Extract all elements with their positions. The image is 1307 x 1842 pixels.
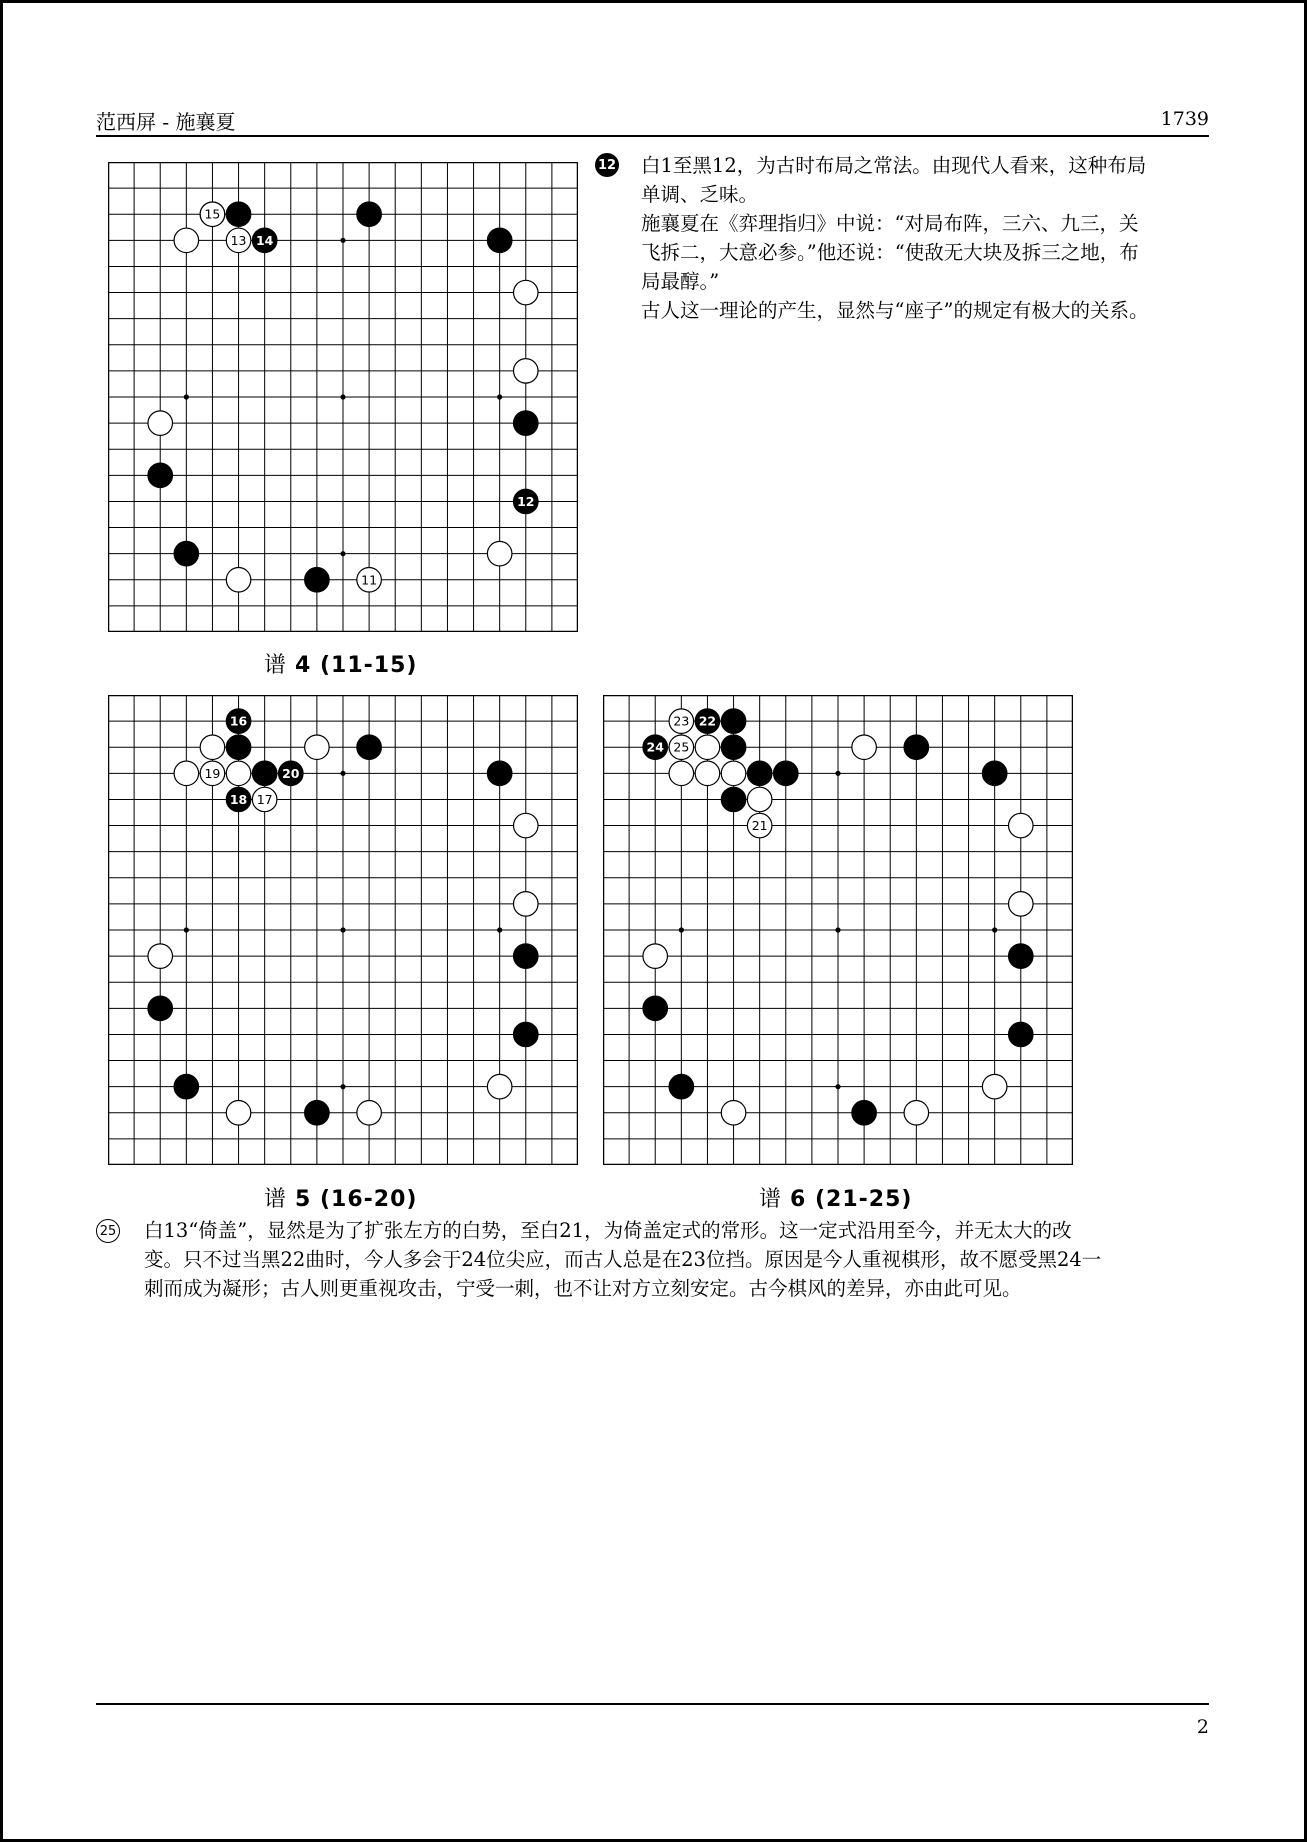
black-stone <box>982 761 1007 786</box>
header-page-number: 1739 <box>1160 108 1209 130</box>
white-stone-disc <box>357 1101 382 1126</box>
black-stone <box>695 709 720 734</box>
white-stone-disc <box>226 761 251 786</box>
black-stone-disc <box>174 541 199 566</box>
white-stone <box>514 359 539 384</box>
move-25-marker: 25 <box>96 1219 120 1243</box>
black-stone <box>514 1022 539 1047</box>
white-stone <box>747 813 772 838</box>
black-stone <box>226 202 251 227</box>
white-stone-disc <box>148 944 173 969</box>
go-board-diagram-6 <box>603 695 1073 1165</box>
white-stone-disc <box>721 761 746 786</box>
diagram-6-caption <box>759 1182 912 1213</box>
commentary-line: 飞拆二，大意必参。”他还说：“使敌无大块及拆三之地，布 <box>641 241 1139 264</box>
caption-label: 5 (16-20) <box>295 1187 418 1212</box>
white-stone-disc <box>148 411 173 436</box>
white-stone-disc <box>695 735 720 760</box>
black-stone-disc <box>982 761 1007 786</box>
black-stone <box>514 411 539 436</box>
white-stone <box>200 761 225 786</box>
black-stone <box>721 735 746 760</box>
black-stone-disc <box>174 1074 199 1099</box>
white-stone-disc <box>904 1101 929 1126</box>
black-stone-disc <box>669 1074 694 1099</box>
black-stone <box>721 787 746 812</box>
commentary-line: 单调、乏味。 <box>641 183 759 206</box>
black-stone-disc <box>487 228 512 253</box>
caption-prefix: 谱 <box>264 1187 288 1212</box>
white-stone-disc <box>226 568 251 593</box>
caption-label: 6 (21-25) <box>790 1187 913 1212</box>
white-stone-disc <box>514 892 539 917</box>
black-stone-disc <box>904 735 929 760</box>
black-stone <box>305 1101 330 1126</box>
footer-page-number: 2 <box>1196 1716 1209 1738</box>
commentary-line: 古人这一理论的产生，显然与“座子”的规定有极大的关系。 <box>641 299 1149 322</box>
white-stone <box>514 813 539 838</box>
black-stone <box>904 735 929 760</box>
white-stone-disc <box>487 1074 512 1099</box>
white-stone <box>174 761 199 786</box>
white-stone-disc <box>1009 892 1034 917</box>
move-number: 15 <box>204 206 221 222</box>
black-stone <box>1009 1022 1034 1047</box>
move-number: 13 <box>230 232 247 248</box>
white-stone <box>721 761 746 786</box>
white-stone <box>148 411 173 436</box>
black-stone-disc <box>226 202 251 227</box>
caption-label: 4 (11-15) <box>295 653 418 678</box>
white-stone <box>643 944 668 969</box>
black-stone <box>747 761 772 786</box>
black-stone-disc <box>148 996 173 1021</box>
header-rule <box>96 135 1209 137</box>
star-point <box>340 927 345 932</box>
black-stone <box>1009 944 1034 969</box>
footer-rule <box>96 1703 1209 1705</box>
white-stone-disc <box>1009 813 1034 838</box>
black-stone <box>514 489 539 514</box>
white-stone <box>226 761 251 786</box>
white-stone-disc <box>514 359 539 384</box>
white-stone <box>226 568 251 593</box>
white-stone-disc <box>514 280 539 305</box>
white-stone-disc <box>174 761 199 786</box>
star-point <box>992 927 997 932</box>
black-stone <box>174 541 199 566</box>
black-stone <box>643 996 668 1021</box>
black-stone-disc <box>721 709 746 734</box>
black-stone-disc <box>774 761 799 786</box>
star-point <box>835 1084 840 1089</box>
move-number: 25 <box>673 739 690 755</box>
white-stone <box>200 735 225 760</box>
white-stone <box>487 541 512 566</box>
black-stone-disc <box>226 735 251 760</box>
white-stone <box>695 761 720 786</box>
white-stone <box>174 228 199 253</box>
white-stone <box>487 1074 512 1099</box>
caption-prefix: 谱 <box>264 653 288 678</box>
black-stone <box>852 1101 877 1126</box>
black-stone-disc <box>252 761 277 786</box>
star-point <box>340 771 345 776</box>
black-stone-disc <box>852 1101 877 1126</box>
star-point <box>340 551 345 556</box>
move-number: 24 <box>646 739 664 755</box>
move-number: 19 <box>204 765 221 781</box>
black-stone-disc <box>1009 944 1034 969</box>
black-stone <box>721 709 746 734</box>
black-stone-disc <box>514 944 539 969</box>
commentary-line: 白1至黑12，为古时布局之常法。由现代人看来，这种布局 <box>641 154 1147 177</box>
white-stone-disc <box>982 1074 1007 1099</box>
go-board-diagram-4 <box>108 162 578 632</box>
black-stone-disc <box>305 568 330 593</box>
move-number: 16 <box>229 713 248 729</box>
white-stone <box>852 735 877 760</box>
commentary-line: 变。只不过当黑22曲时，今人多会于24位尖应，而古人总是在23位挡。原因是今人重视棋形，故不愿受黑24一 <box>144 1248 1102 1271</box>
white-stone-disc <box>174 228 199 253</box>
commentary-line: 施襄夏在《弈理指归》中说：“对局布阵，三六、九三，关 <box>641 212 1139 235</box>
black-stone <box>226 709 251 734</box>
black-stone-disc <box>643 996 668 1021</box>
white-stone-disc <box>852 735 877 760</box>
move-number: 21 <box>751 818 768 834</box>
black-stone-disc <box>747 761 772 786</box>
move-number: 18 <box>229 791 248 807</box>
black-stone-disc <box>357 202 382 227</box>
white-stone-disc <box>721 1101 746 1126</box>
move-number: 22 <box>698 713 717 729</box>
white-stone-disc <box>669 761 694 786</box>
white-stone-disc <box>643 944 668 969</box>
black-stone <box>226 735 251 760</box>
black-stone <box>252 761 277 786</box>
black-stone-disc <box>1009 1022 1034 1047</box>
black-stone <box>357 202 382 227</box>
star-point <box>340 238 345 243</box>
black-stone <box>305 568 330 593</box>
white-stone <box>226 228 251 253</box>
white-stone-disc <box>305 735 330 760</box>
white-stone <box>148 944 173 969</box>
move-number: 11 <box>361 572 378 588</box>
move-number: 14 <box>255 232 274 248</box>
black-stone <box>669 1074 694 1099</box>
white-stone-disc <box>514 813 539 838</box>
white-stone <box>252 787 277 812</box>
move-number: 12 <box>517 493 535 509</box>
commentary-line: 局最醇。” <box>641 270 720 293</box>
white-stone <box>357 568 382 593</box>
star-point <box>835 771 840 776</box>
white-stone <box>514 280 539 305</box>
header-title: 范西屏 - 施襄夏 <box>96 110 236 134</box>
white-stone <box>357 1101 382 1126</box>
white-stone <box>904 1101 929 1126</box>
white-stone <box>669 761 694 786</box>
star-point <box>184 394 189 399</box>
black-stone <box>279 761 304 786</box>
star-point <box>497 927 502 932</box>
commentary-move-12 <box>641 151 1221 325</box>
black-stone-disc <box>148 463 173 488</box>
black-stone <box>487 228 512 253</box>
star-point <box>679 927 684 932</box>
white-stone <box>1009 892 1034 917</box>
black-stone-disc <box>357 735 382 760</box>
black-stone-disc <box>514 411 539 436</box>
white-stone-disc <box>695 761 720 786</box>
commentary-move-25 <box>144 1216 1214 1303</box>
move-number: 17 <box>256 791 273 807</box>
white-stone <box>669 709 694 734</box>
diagram-5-caption <box>264 1182 417 1213</box>
black-stone <box>252 228 277 253</box>
move-12-marker: 12 <box>595 153 619 177</box>
white-stone <box>226 1101 251 1126</box>
star-point <box>835 927 840 932</box>
star-point <box>497 394 502 399</box>
star-point <box>184 927 189 932</box>
white-stone <box>305 735 330 760</box>
black-stone <box>774 761 799 786</box>
star-point <box>340 394 345 399</box>
black-stone <box>148 996 173 1021</box>
black-stone-disc <box>721 735 746 760</box>
move-number: 23 <box>673 713 690 729</box>
black-stone-disc <box>305 1101 330 1126</box>
white-stone-disc <box>747 787 772 812</box>
black-stone <box>174 1074 199 1099</box>
black-stone-disc <box>487 761 512 786</box>
commentary-line: 白13“倚盖”，显然是为了扩张左方的白势，至白21，为倚盖定式的常形。这一定式沿用至今，并无太大的改 <box>144 1219 1072 1242</box>
white-stone <box>1009 813 1034 838</box>
black-stone <box>514 944 539 969</box>
white-stone <box>721 1101 746 1126</box>
black-stone <box>487 761 512 786</box>
white-stone <box>514 892 539 917</box>
black-stone-disc <box>721 787 746 812</box>
white-stone <box>982 1074 1007 1099</box>
commentary-line: 刺而成为凝形；古人则更重视攻击，宁受一刺，也不让对方立刻安定。古今棋风的差异，亦由此可见。 <box>144 1277 1022 1300</box>
white-stone <box>695 735 720 760</box>
black-stone <box>357 735 382 760</box>
diagram-4-caption <box>264 648 417 679</box>
white-stone <box>200 202 225 227</box>
white-stone <box>669 735 694 760</box>
white-stone-disc <box>226 1101 251 1126</box>
black-stone-disc <box>514 1022 539 1047</box>
star-point <box>340 1084 345 1089</box>
white-stone-disc <box>200 735 225 760</box>
black-stone <box>148 463 173 488</box>
go-board-diagram-5 <box>108 695 578 1165</box>
black-stone <box>226 787 251 812</box>
caption-prefix: 谱 <box>759 1187 783 1212</box>
white-stone-disc <box>487 541 512 566</box>
move-number: 20 <box>282 765 300 781</box>
black-stone <box>643 735 668 760</box>
white-stone <box>747 787 772 812</box>
